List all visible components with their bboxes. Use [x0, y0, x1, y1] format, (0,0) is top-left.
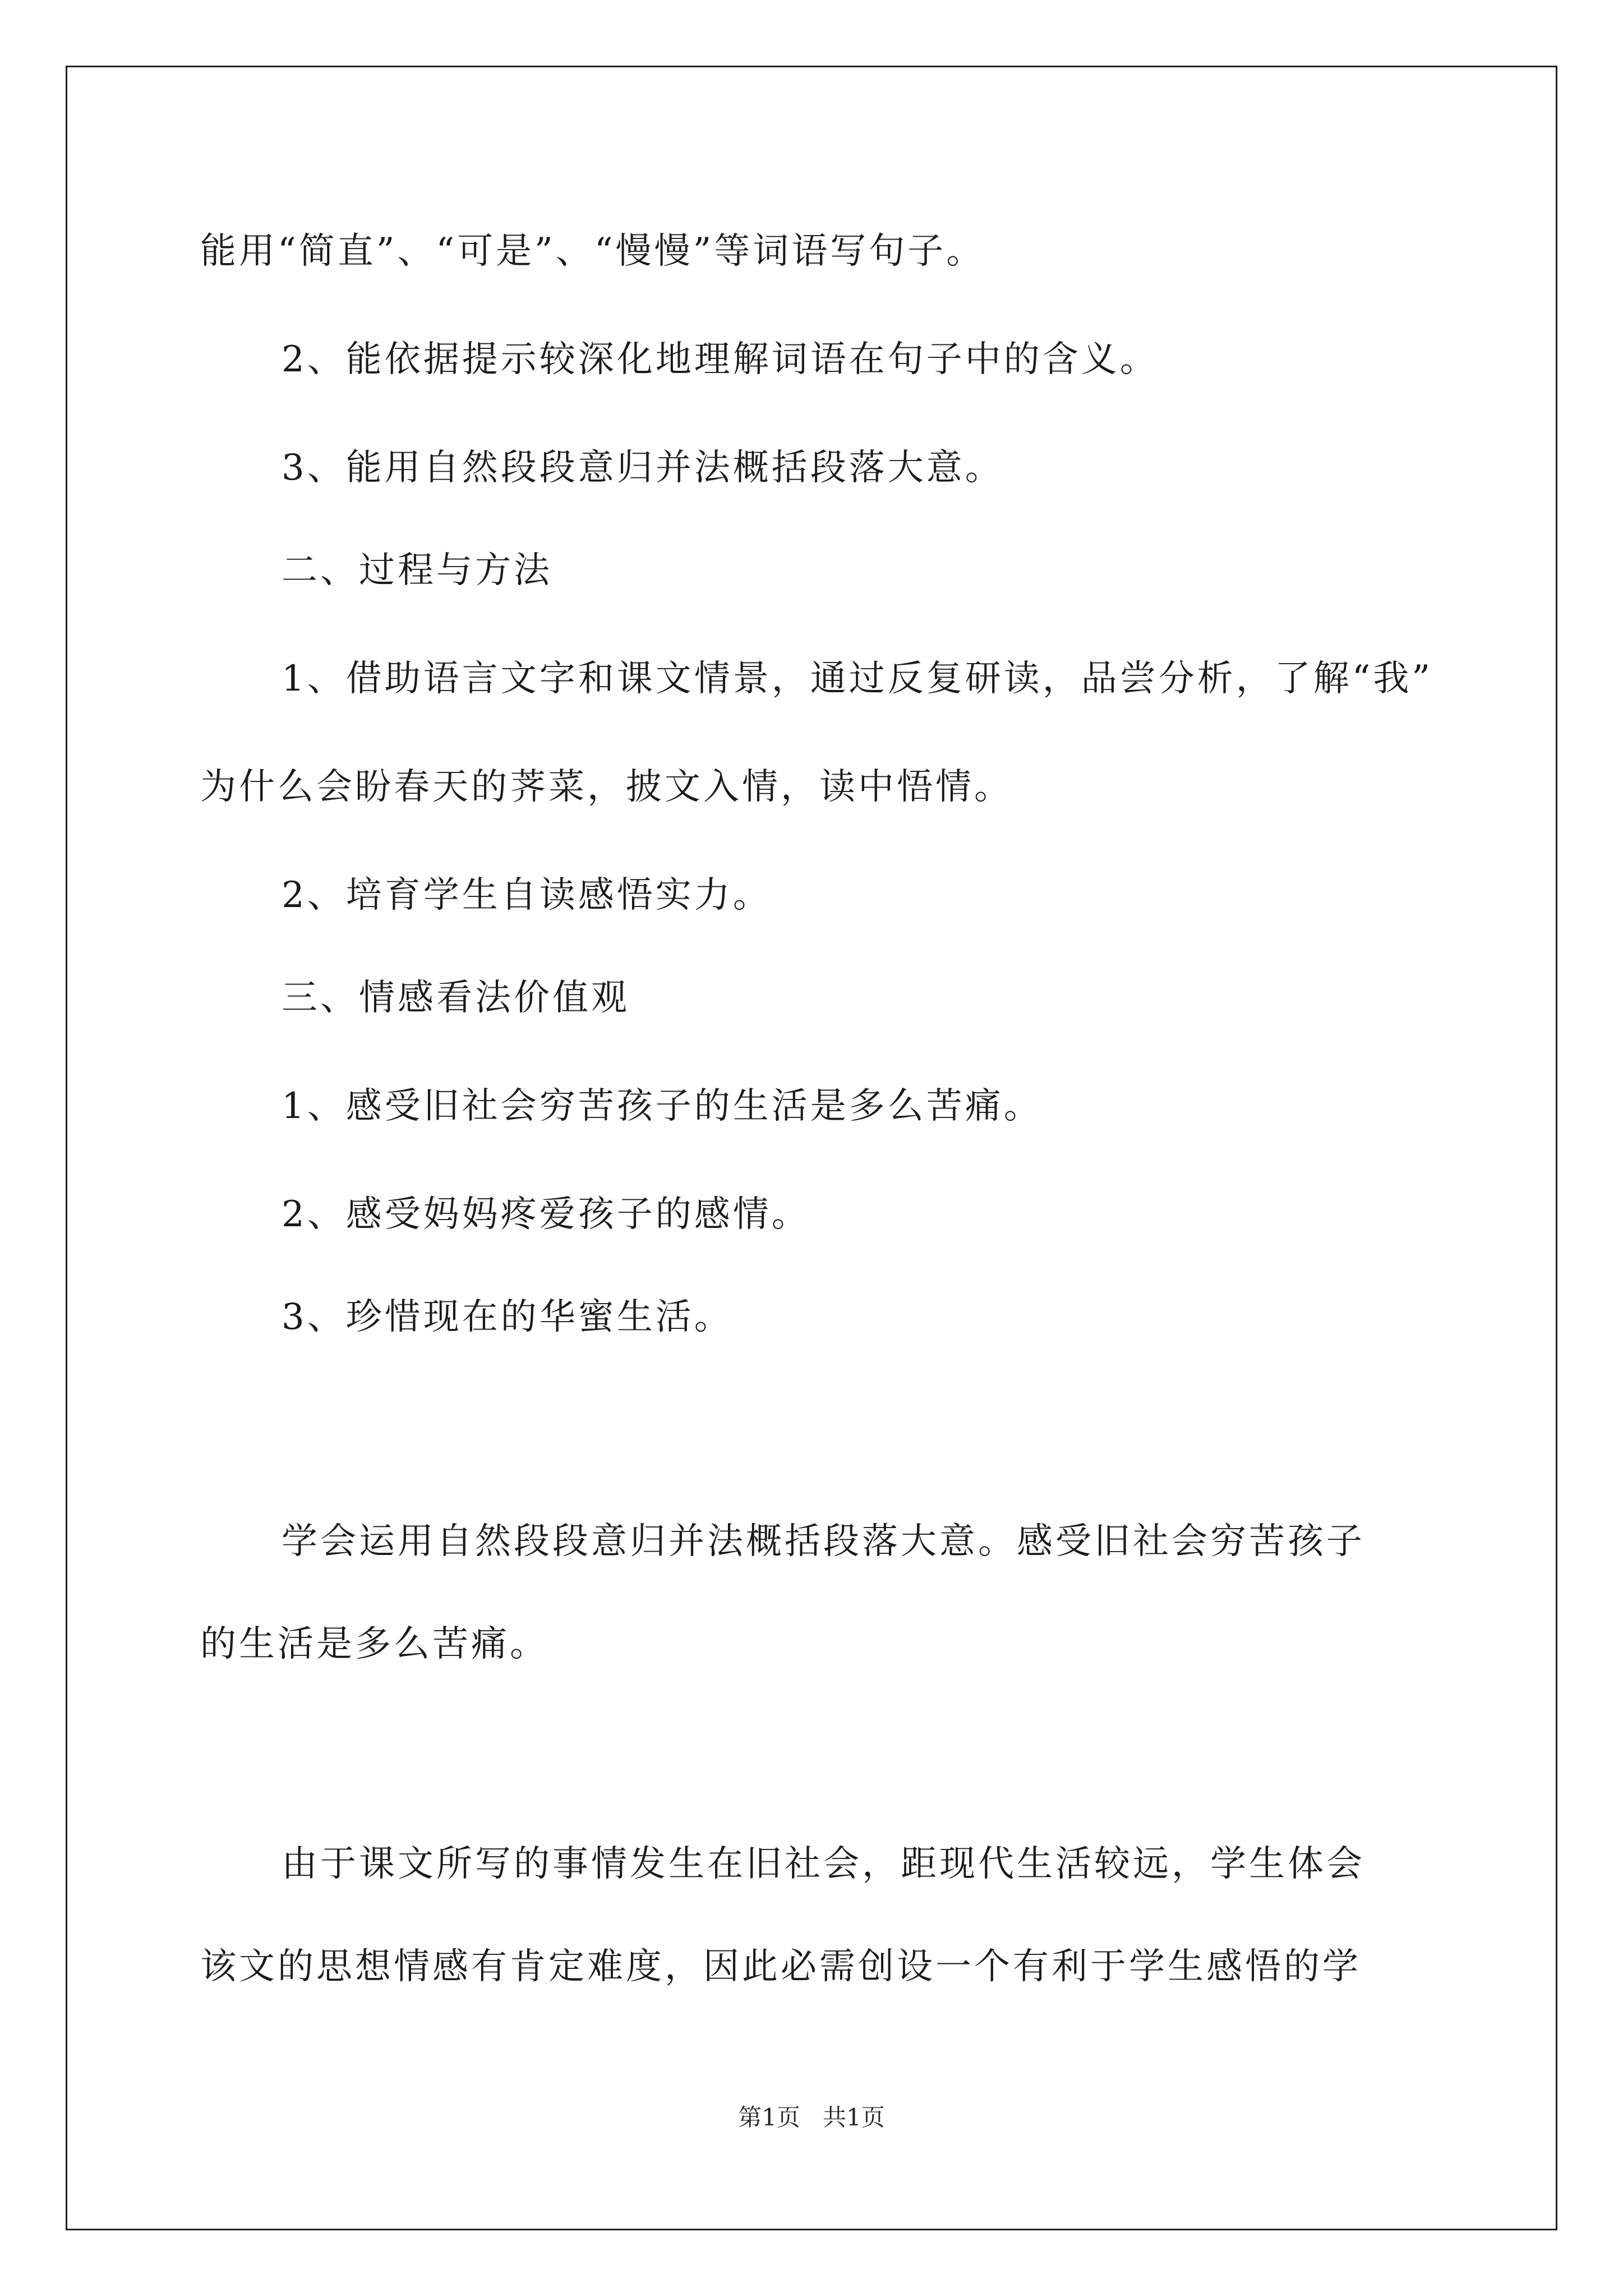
page-number: 第1页	[738, 2104, 800, 2131]
text-line-13: 的生活是多么苦痛。	[200, 1623, 548, 1665]
text-line-10: 2、感受妈妈疼爱孩子的感情。	[282, 1194, 810, 1235]
text-line-6: 为什么会盼春天的荠菜，披文入情，读中悟情。	[200, 766, 1013, 808]
page-border	[66, 66, 1557, 2230]
text-line-14: 由于课文所写的事情发生在旧社会，距现代生活较远，学生体会	[282, 1843, 1365, 1885]
text-line-3: 3、能用自然段段意归并法概括段落大意。	[282, 447, 1004, 489]
page-total: 共1页	[823, 2104, 885, 2131]
text-line-12: 学会运用自然段段意归并法概括段落大意。感受旧社会穷苦孩子	[282, 1521, 1365, 1562]
text-line-15: 该文的思想情感有肯定难度，因此必需创设一个有利于学生感悟的学	[200, 1946, 1361, 1987]
text-line-11: 3、珍惜现在的华蜜生活。	[282, 1296, 733, 1338]
text-line-5: 1、借助语言文字和课文情景，通过反复研读，品尝分析，了解“我”	[282, 658, 1433, 700]
text-line-7: 2、培育学生自读感悟实力。	[282, 875, 772, 916]
text-line-2: 2、能依据提示较深化地理解词语在句子中的含义。	[282, 339, 1159, 380]
page-footer	[0, 2104, 1623, 2132]
section-heading-values: 三、情感看法价值观	[282, 977, 630, 1019]
section-heading-process: 二、过程与方法	[282, 550, 552, 591]
text-line-9: 1、感受旧社会穷苦孩子的生活是多么苦痛。	[282, 1085, 1043, 1127]
text-line-1: 能用“简直”、“可是”、“慢慢”等词语写句子。	[200, 231, 985, 272]
